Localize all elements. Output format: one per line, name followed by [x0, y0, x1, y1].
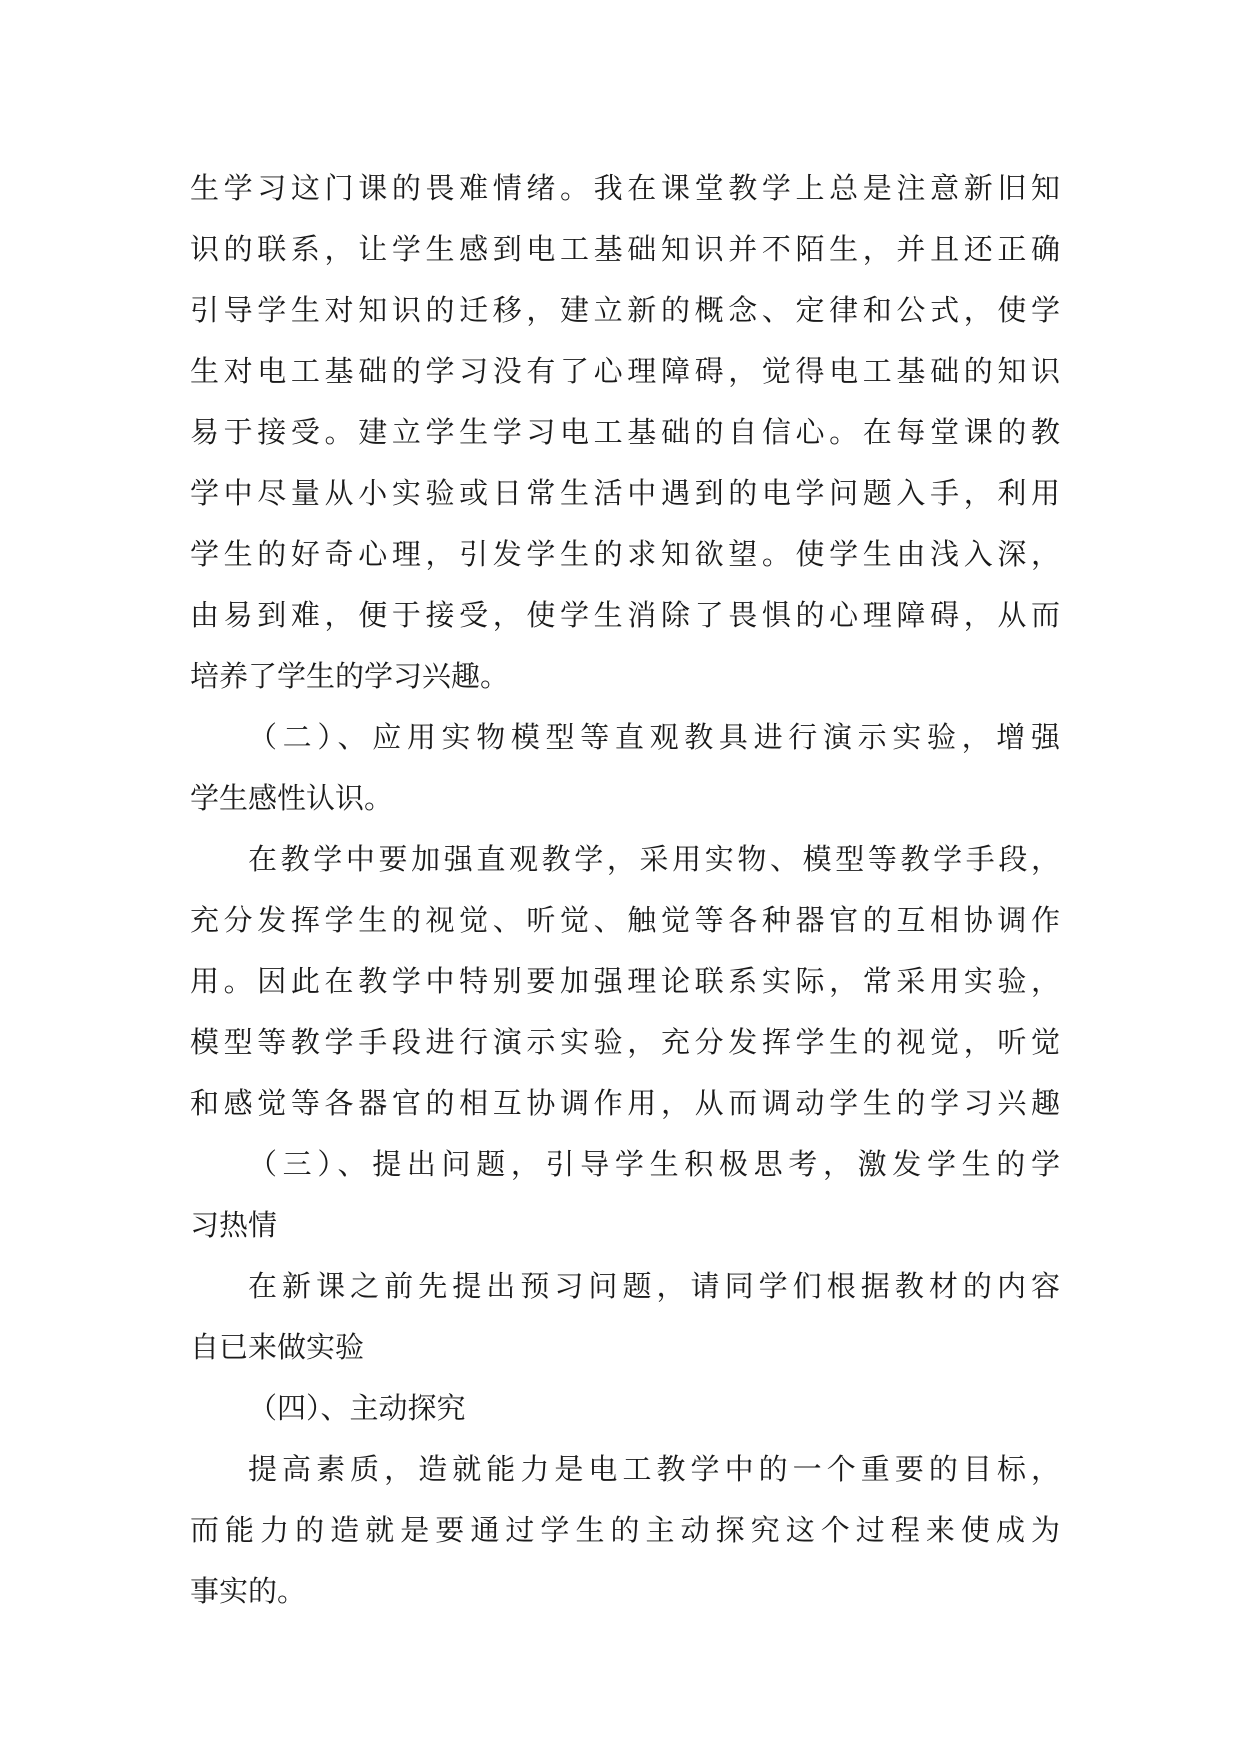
text-line: 易于接受。建立学生学习电工基础的自信心。在每堂课的教 [190, 415, 1060, 449]
text-line: （三）、提出问题，引导学生积极思考，激发学生的学 [248, 1147, 1060, 1181]
text-line: 生对电工基础的学习没有了心理障碍，觉得电工基础的知识 [190, 354, 1060, 388]
text-line: （二）、应用实物模型等直观教具进行演示实验，增强 [248, 720, 1060, 754]
text-line: 习热情 [190, 1208, 278, 1242]
text-line: 自已来做实验 [190, 1330, 365, 1364]
text-line: 而能力的造就是要通过学生的主动探究这个过程来使成为 [190, 1513, 1060, 1547]
text-line: 提高素质，造就能力是电工教学中的一个重要的目标， [248, 1452, 1060, 1486]
text-line: 生学习这门课的畏难情绪。我在课堂教学上总是注意新旧知 [190, 171, 1060, 205]
text-line: 模型等教学手段进行演示实验，充分发挥学生的视觉，听觉 [190, 1025, 1060, 1059]
text-line: 在教学中要加强直观教学，采用实物、模型等教学手段， [248, 842, 1060, 876]
text-line: （四）、主动探究 [248, 1391, 466, 1425]
text-line: 充分发挥学生的视觉、听觉、触觉等各种器官的互相协调作 [190, 903, 1060, 937]
text-line: 学生感性认识。 [190, 781, 394, 815]
text-line: 和感觉等各器官的相互协调作用，从而调动学生的学习兴趣 [190, 1086, 1060, 1120]
text-line: 在新课之前先提出预习问题，请同学们根据教材的内容 [248, 1269, 1060, 1303]
text-line: 由易到难，便于接受，使学生消除了畏惧的心理障碍，从而 [190, 598, 1060, 632]
text-line: 用。因此在教学中特别要加强理论联系实际，常采用实验， [190, 964, 1060, 998]
text-line: 学中尽量从小实验或日常生活中遇到的电学问题入手，利用 [190, 476, 1060, 510]
text-line: 学生的好奇心理，引发学生的求知欲望。使学生由浅入深， [190, 537, 1060, 571]
text-line: 识的联系，让学生感到电工基础知识并不陌生，并且还正确 [190, 232, 1060, 266]
text-line: 培养了学生的学习兴趣。 [190, 659, 510, 693]
text-line: 事实的。 [190, 1574, 307, 1608]
text-line: 引导学生对知识的迁移，建立新的概念、定律和公式，使学 [190, 293, 1060, 327]
document-body [190, 158, 1060, 1622]
